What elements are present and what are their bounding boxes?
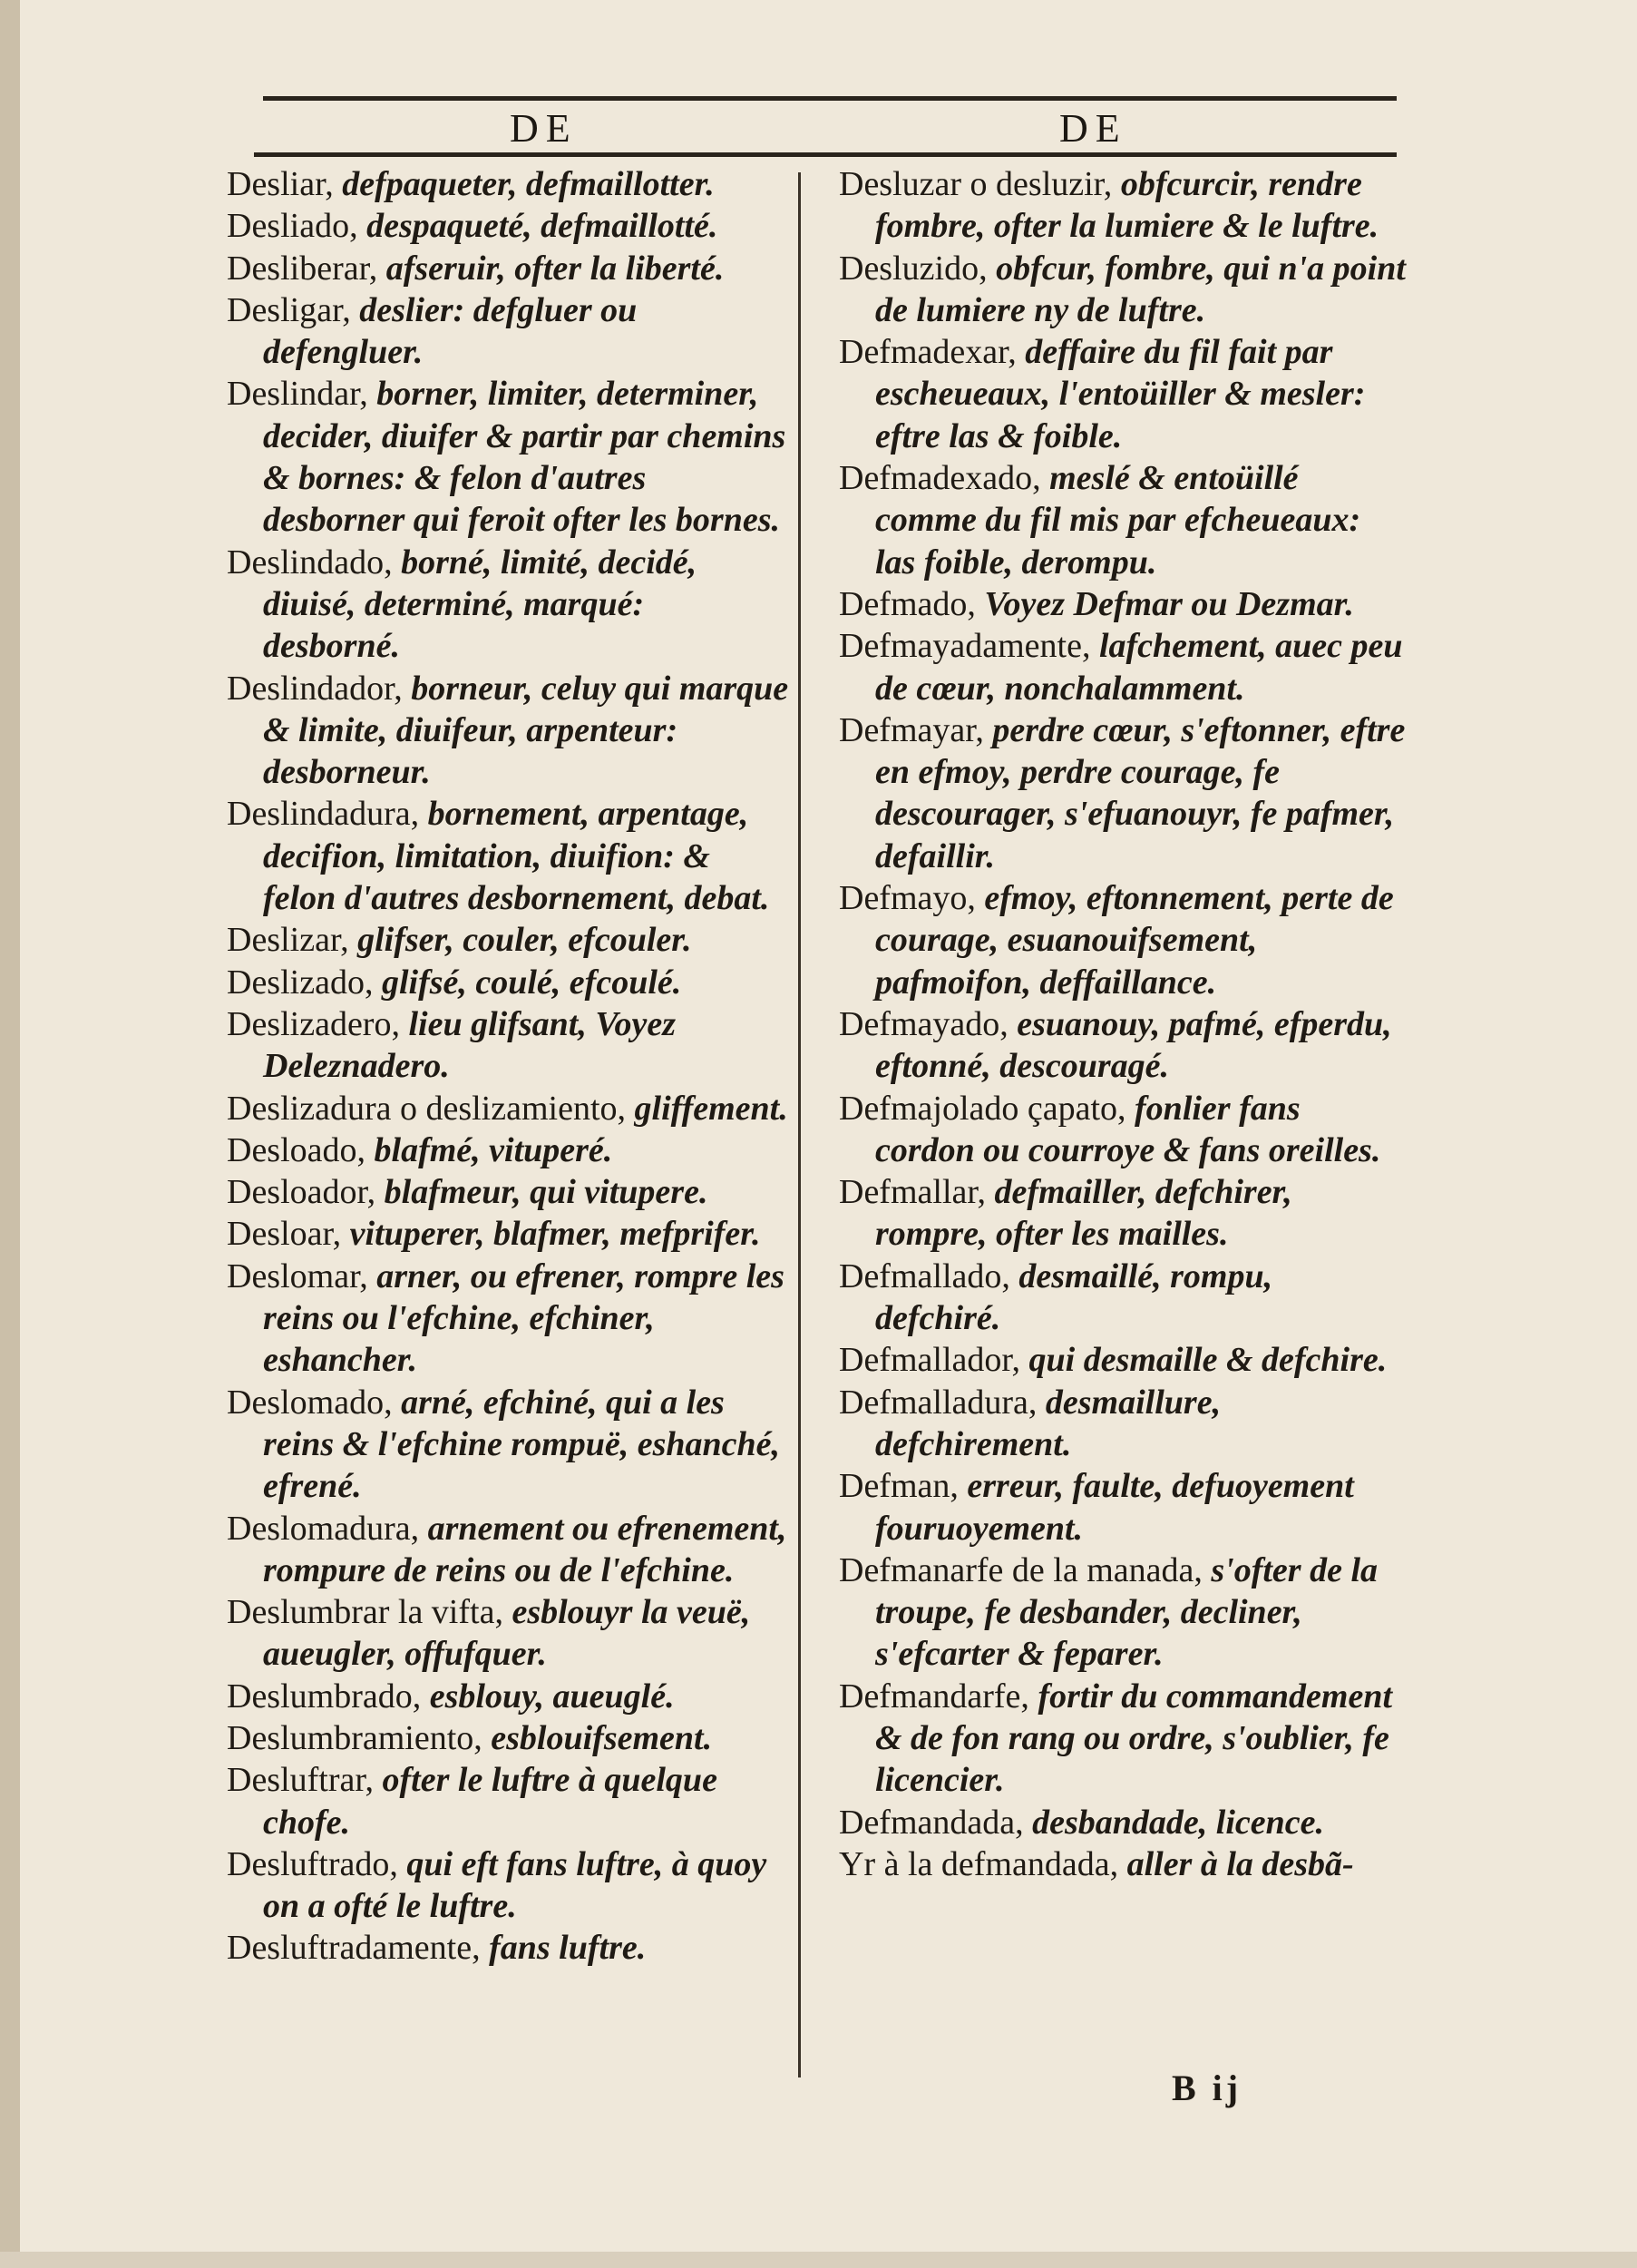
dictionary-entry: [227, 919, 789, 961]
dictionary-entry: [227, 1213, 789, 1255]
entry-definition: esblouifsement.: [491, 1718, 713, 1757]
dictionary-entry: [227, 1003, 789, 1088]
dictionary-entry: [227, 1256, 789, 1382]
entry-headword: Defmayo,: [839, 879, 976, 918]
dictionary-entry: [227, 1088, 789, 1129]
dictionary-entry: [227, 542, 789, 668]
dictionary-entry: [227, 163, 789, 205]
entry-headword: Desloar,: [227, 1215, 342, 1254]
entry-headword: Deslizar,: [227, 921, 349, 960]
signature-mark: B ij: [1172, 2068, 1242, 2108]
entry-definition: afseruir, ofter la liberté.: [385, 249, 725, 288]
entry-definition: lieu glifsant, Voyez Deleznadero.: [263, 1004, 676, 1086]
entry-definition: bornement, arpentage, decifion, limitation, diuifion: & felon d'autres desbornement, debat.: [263, 795, 770, 918]
entry-definition: meslé & entoüillé comme du fil mis par efcheueaux: las foible, derompu.: [875, 459, 1361, 582]
entry-definition: obfcurcir, rendre fombre, ofter la lumiere & le luftre.: [875, 165, 1379, 246]
dictionary-entry: [227, 373, 789, 541]
right-column: [839, 163, 1406, 1885]
entry-definition: obfcur, fombre, qui n'a point de lumiere ny de luftre.: [875, 249, 1406, 329]
entry-headword: Defmayado,: [839, 1004, 1009, 1043]
entry-headword: Defmanarfe de la manada,: [839, 1550, 1203, 1589]
entry-headword: Desloador,: [227, 1173, 376, 1212]
entry-definition: erreur, faulte, defuoyement fouruoyement.: [875, 1467, 1354, 1548]
entry-definition: borner, limiter, determiner, decider, diuifer & partir par chemins & bornes: & felon d'autres desborner qui feroit ofter les bornes.: [263, 375, 786, 540]
dictionary-entry: [839, 1802, 1406, 1843]
dictionary-entry: [227, 668, 789, 794]
entry-definition: deslier: defgluer ou defengluer.: [263, 290, 638, 372]
entry-definition: defpaqueter, defmaillotter.: [342, 165, 715, 203]
entry-headword: Desligar,: [227, 290, 351, 329]
entry-headword: Deslizadura o deslizamiento,: [227, 1089, 627, 1128]
entry-headword: Yr à la defmandada,: [839, 1844, 1119, 1883]
entry-definition: esblouy, aueuglé.: [429, 1677, 675, 1716]
entry-definition: qui eft fans luftre, à quoy on a ofté le luftre.: [263, 1844, 767, 1926]
entry-headword: Defmadexar,: [839, 333, 1017, 372]
entry-headword: Desluftrado,: [227, 1844, 398, 1883]
entry-definition: s'ofter de la troupe, fe desbander, decliner, s'efcarter & feparer.: [875, 1550, 1379, 1674]
dictionary-entry: [839, 1088, 1406, 1172]
dictionary-entry: [227, 289, 789, 374]
entry-definition: perdre cœur, s'eftonner, eftre en efmoy, perdre courage, fe descourager, s'efuanouyr, fe pafmer, defaillir.: [875, 710, 1406, 875]
entry-definition: despaqueté, defmaillotté.: [366, 207, 718, 246]
entry-definition: qui desmaille & defchire.: [1028, 1341, 1388, 1380]
entry-definition: vituperer, blafmer, mefprifer.: [349, 1215, 761, 1254]
dictionary-entry: [227, 248, 789, 289]
left-column: [227, 163, 789, 1970]
dictionary-entry: [839, 583, 1406, 625]
entry-definition: arnement ou efrenement, rompure de reins ou de l'efchine.: [263, 1509, 787, 1589]
entry-headword: Deslizado,: [227, 963, 374, 1002]
entry-headword: Deslomado,: [227, 1383, 393, 1422]
entry-definition: fans luftre.: [489, 1929, 647, 1968]
entry-headword: Deslindado,: [227, 543, 393, 582]
entry-headword: Desluzar o desluzir,: [839, 165, 1113, 203]
entry-headword: Desliar,: [227, 165, 334, 203]
dictionary-entry: [227, 1927, 789, 1969]
dictionary-entry: [839, 457, 1406, 583]
header-rule: [254, 152, 1397, 157]
entry-definition: fonlier fans cordon ou courroye & fans oreilles.: [875, 1089, 1381, 1169]
dictionary-entry: [839, 1382, 1406, 1466]
entry-headword: Defmajolado çapato,: [839, 1089, 1126, 1128]
dictionary-entry: [839, 1465, 1406, 1549]
running-head-right: DE: [1059, 106, 1127, 151]
entry-definition: arné, efchiné, qui a les reins & l'efchine rompuë, eshanché, efrené.: [263, 1383, 781, 1506]
entry-headword: Defmado,: [839, 584, 976, 623]
dictionary-entry: [839, 1003, 1406, 1088]
dictionary-entry: [839, 625, 1406, 709]
dictionary-entry: [227, 1676, 789, 1717]
entry-definition: Voyez Defmar ou Dezmar.: [984, 584, 1354, 623]
dictionary-entry: [227, 1591, 789, 1676]
entry-definition: ofter le luftre à quelque chofe.: [263, 1761, 717, 1842]
entry-definition: desbandade, licence.: [1032, 1803, 1324, 1842]
entry-headword: Defmallar,: [839, 1173, 987, 1212]
entry-definition: desmaillé, rompu, defchiré.: [875, 1256, 1273, 1338]
entry-headword: Defmayadamente,: [839, 627, 1091, 666]
entry-definition: defmailler, defchirer, rompre, ofter les mailles.: [875, 1173, 1292, 1254]
entry-headword: Defmandada,: [839, 1803, 1024, 1842]
dictionary-entry: [227, 1759, 789, 1843]
entry-headword: Deslomar,: [227, 1256, 368, 1295]
entry-headword: Defmalladura,: [839, 1383, 1038, 1422]
entry-headword: Desluftrar,: [227, 1761, 375, 1800]
entry-headword: Deslomadura,: [227, 1509, 420, 1548]
dictionary-entry: [839, 248, 1406, 332]
dictionary-entry: [227, 1382, 789, 1508]
entry-headword: Deslizadero,: [227, 1004, 400, 1043]
dictionary-entry: [227, 1717, 789, 1759]
dictionary-entry: [839, 1339, 1406, 1381]
entry-definition: desmaillure, defchirement.: [875, 1383, 1222, 1463]
entry-headword: Defmallador,: [839, 1341, 1021, 1380]
dictionary-entry: [227, 1171, 789, 1213]
entry-definition: blafmeur, qui vitupere.: [384, 1173, 708, 1212]
dictionary-entry: [839, 1676, 1406, 1802]
dictionary-entry: [227, 1129, 789, 1171]
entry-definition: borné, limité, decidé, diuisé, determiné, marqué: desborné.: [263, 543, 697, 666]
entry-definition: glifser, couler, efcouler.: [357, 921, 692, 960]
entry-definition: glifsé, coulé, efcoulé.: [381, 963, 682, 1002]
page-bottom-shadow: [0, 2252, 1637, 2268]
dictionary-entry: [227, 205, 789, 247]
entry-definition: gliffement.: [634, 1089, 788, 1128]
dictionary-entry: [839, 1549, 1406, 1676]
dictionary-entry: [227, 962, 789, 1003]
entry-headword: Defmandarfe,: [839, 1677, 1029, 1716]
running-head-left: DE: [510, 106, 578, 151]
entry-definition: deffaire du fil fait par escheueaux, l'entoüiller & mesler: eftre las & foible.: [875, 333, 1366, 455]
entry-definition: esuanouy, pafmé, efperdu, eftonné, descouragé.: [875, 1004, 1392, 1086]
dictionary-entry: [839, 331, 1406, 457]
dictionary-entry: [227, 1843, 789, 1928]
dictionary-entry: [839, 709, 1406, 877]
dictionary-entry: [839, 877, 1406, 1003]
entry-definition: aller à la desbã-: [1126, 1844, 1354, 1883]
entry-headword: Defman,: [839, 1467, 959, 1506]
entry-headword: Defmayar,: [839, 710, 984, 749]
entry-headword: Deslumbrar la vifta,: [227, 1593, 503, 1632]
dictionary-entry: [839, 1843, 1406, 1885]
dictionary-entry: [839, 1256, 1406, 1340]
entry-headword: Desliado,: [227, 207, 358, 246]
entry-definition: lafchement, auec peu de cœur, nonchalamment.: [875, 627, 1403, 708]
entry-headword: Desluftradamente,: [227, 1929, 481, 1968]
entry-definition: arner, ou efrener, rompre les reins ou l'efchine, efchiner, eshancher.: [263, 1256, 784, 1380]
entry-headword: Desliberar,: [227, 249, 378, 288]
entry-headword: Deslumbramiento,: [227, 1718, 482, 1757]
entry-definition: fortir du commandement & de fon rang ou ordre, s'oublier, fe licencier.: [875, 1677, 1393, 1800]
entry-headword: Defmallado,: [839, 1256, 1010, 1295]
entry-headword: Deslumbrado,: [227, 1677, 422, 1716]
entry-headword: Defmadexado,: [839, 459, 1041, 498]
entry-headword: Desloado,: [227, 1130, 366, 1169]
entry-definition: blafmé, vituperé.: [374, 1130, 613, 1169]
dictionary-entry: [227, 1508, 789, 1592]
dictionary-entry: [839, 1171, 1406, 1256]
entry-definition: borneur, celuy qui marque & limite, diuifeur, arpenteur: desborneur.: [263, 669, 789, 792]
dictionary-entry: [839, 163, 1406, 248]
entry-headword: Deslindador,: [227, 669, 403, 708]
entry-definition: esblouyr la veuë, aueugler, offufquer.: [263, 1593, 751, 1674]
top-rule: [263, 96, 1397, 101]
page-edge-shadow: [0, 0, 20, 2268]
entry-headword: Desluzido,: [839, 249, 988, 288]
dictionary-entry: [227, 793, 789, 919]
entry-headword: Deslindar,: [227, 375, 368, 414]
entry-definition: efmoy, eftonnement, perte de courage, esuanouifsement, pafmoifon, deffaillance.: [875, 879, 1394, 1002]
entry-headword: Deslindadura,: [227, 795, 420, 834]
column-divider: [798, 172, 801, 2077]
